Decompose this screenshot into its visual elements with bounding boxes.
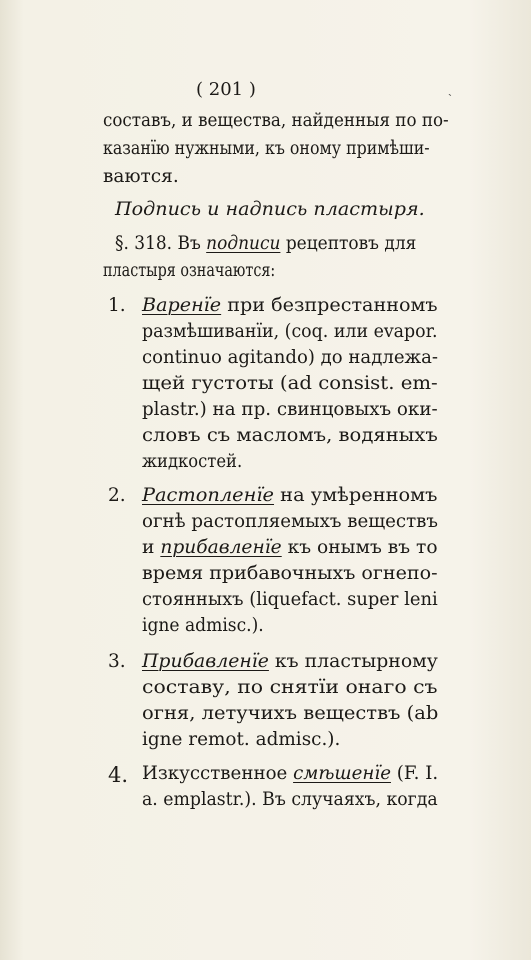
edge-mark: ˴ <box>448 86 452 100</box>
item-1-line: Варенїе при безпрестанномъ <box>142 295 438 316</box>
item-1-line: словъ съ масломъ, водяныхъ <box>142 425 438 446</box>
emphasis: подписи <box>206 233 281 254</box>
item-1-line: plastr.) на пр. свинцовыхъ оки- <box>142 399 438 420</box>
item-1-line: щей густоты (ad consist. em- <box>142 373 438 394</box>
item-3-line: составу, по снятїи онаго съ <box>142 677 438 698</box>
text: рецептовъ для <box>285 233 417 254</box>
item-number: 2. <box>108 485 126 506</box>
section-heading: Подпись и надпись пластыря. <box>115 199 425 220</box>
item-3-line: огня, летучихъ веществъ (ab <box>142 703 439 724</box>
item-2-line: огнѣ растопляемыхъ веществъ <box>142 511 438 532</box>
item-2-line: стоянныхъ (liquefact. super leni <box>142 589 438 610</box>
item-1-line: размѣшиванїи, (coq. или evapor. <box>142 321 438 342</box>
item-3-line: igne remot. admisc.). <box>142 729 341 750</box>
item-3-line: Прибавленїе къ пластырному <box>142 651 438 672</box>
item-2-line: igne admisc.). <box>142 615 264 636</box>
paragraph-318-line-2: пластыря означаются: <box>103 260 276 281</box>
item-1-line: жидкостей. <box>142 451 243 472</box>
body-line: ваются. <box>103 166 179 187</box>
item-number: 1. <box>108 295 126 316</box>
paragraph-number: §. 318. <box>115 233 173 254</box>
item-2-line: и прибавленїе къ онымъ въ то <box>142 537 438 558</box>
body-line: казанїю нужными, къ оному примѣши- <box>103 138 430 159</box>
paragraph-318-line-1 <box>115 235 416 254</box>
page-number: ( 201 ) <box>196 79 256 100</box>
item-number: 3. <box>108 651 126 672</box>
item-2-line: Растопленїе на умѣренномъ <box>142 485 438 506</box>
text: Въ <box>177 233 201 254</box>
item-4-line: a. emplastr.). Въ случаяхъ, когда <box>142 789 438 810</box>
item-4-line: Изкусственное смѣшенїе (F. I. <box>142 763 439 784</box>
item-2-line: время прибавочныхъ огнепо- <box>142 563 438 584</box>
item-1-line: continuo agitando) до надлежа- <box>142 347 439 368</box>
item-number: 4. <box>108 763 129 787</box>
body-line: составъ, и вещества, найденныя по по- <box>103 110 449 131</box>
